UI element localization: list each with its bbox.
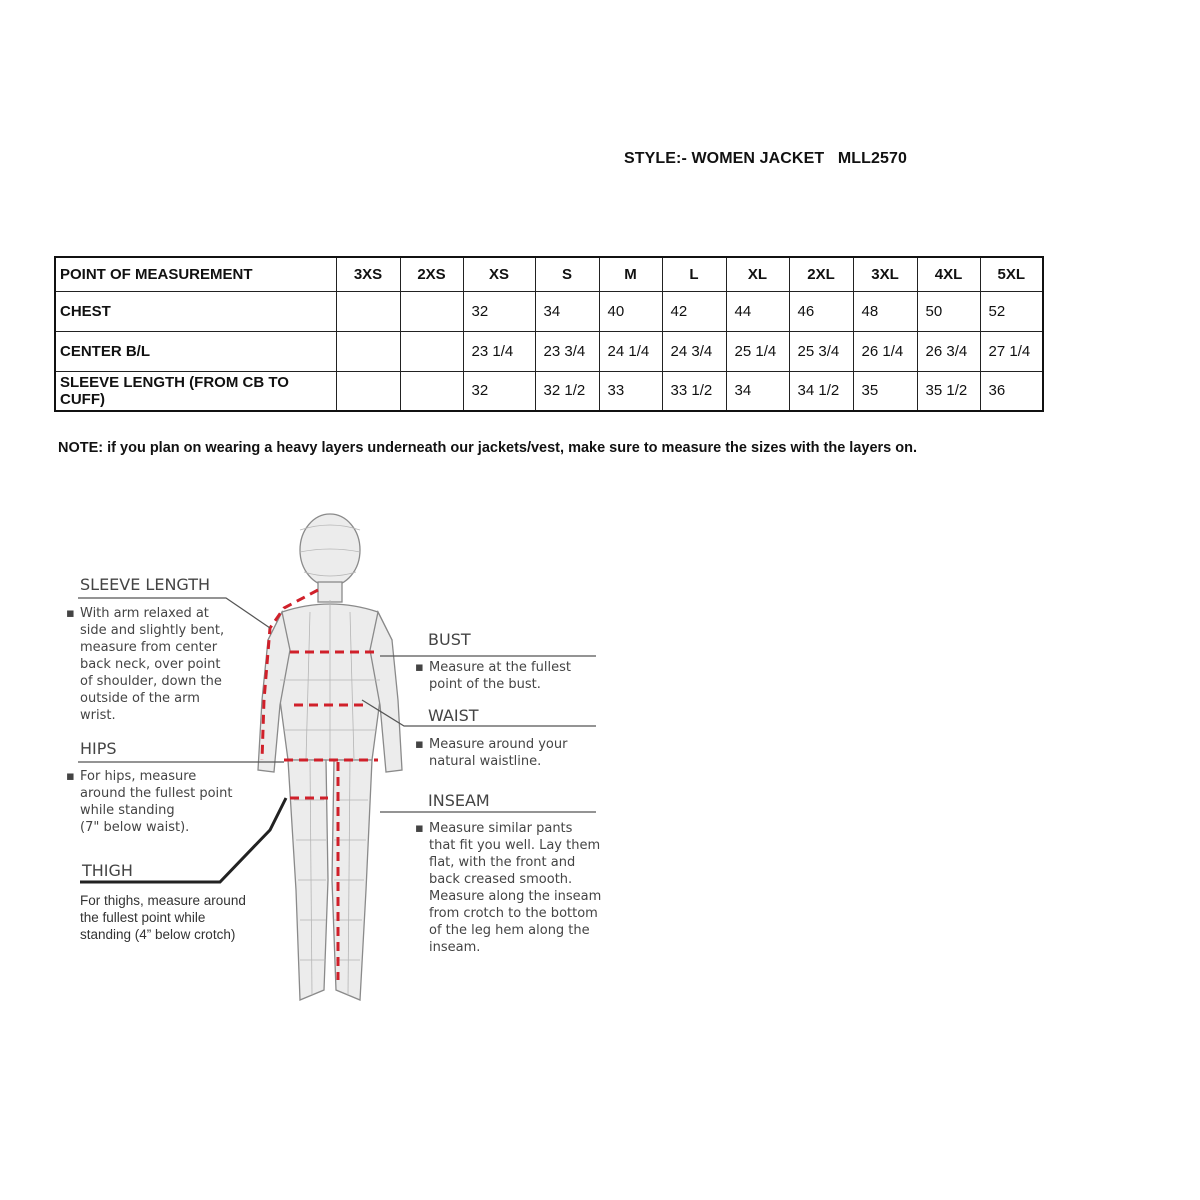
inseam-title: INSEAM [428,791,490,810]
size-chart-table [54,256,1044,412]
table-cell: 32 1/2 [535,371,599,411]
size-header: 2XL [789,257,853,291]
sleeve-line: With arm relaxed at [80,606,209,621]
table-cell [336,371,400,411]
table-cell: 26 1/4 [853,331,917,371]
size-header: 5XL [980,257,1043,291]
table-cell: 36 [980,371,1043,411]
waist-line: Measure around your [429,737,568,752]
table-cell: 26 3/4 [917,331,980,371]
table-cell: 44 [726,291,789,331]
table-cell: 33 [599,371,662,411]
inseam-bullet: ▪ [415,821,424,836]
table-cell: 32 [463,291,535,331]
hips-line: For hips, measure [80,769,197,784]
thigh-title: THIGH [82,861,133,880]
size-header: 3XS [336,257,400,291]
table-cell: 27 1/4 [980,331,1043,371]
row-label: CHEST [55,291,336,331]
thigh-line: the fullest point while [80,910,206,925]
table-cell: 34 [726,371,789,411]
table-row [55,331,1043,371]
table-row [55,371,1043,411]
table-cell: 23 1/4 [463,331,535,371]
hips-line: (7" below waist). [80,820,190,835]
table-cell: 32 [463,371,535,411]
table-cell [336,291,400,331]
bust-line: point of the bust. [429,677,541,692]
waist-title: WAIST [428,706,479,725]
measurement-diagram [0,500,660,1020]
table-cell: 40 [599,291,662,331]
row-label: SLEEVE LENGTH (FROM CB TO CUFF) [55,371,336,411]
table-cell: 33 1/2 [662,371,726,411]
bust-title: BUST [428,630,471,649]
size-header: L [662,257,726,291]
waist-line: natural waistline. [429,754,542,769]
inseam-line: that fit you well. Lay them [429,838,601,853]
inseam-line: of the leg hem along the [429,923,590,938]
table-row [55,291,1043,331]
table-cell: 24 3/4 [662,331,726,371]
table-cell: 35 1/2 [917,371,980,411]
table-cell [336,331,400,371]
inseam-line: flat, with the front and [429,855,576,870]
inseam-line: Measure along the inseam [429,889,602,904]
size-header: 3XL [853,257,917,291]
table-cell: 50 [917,291,980,331]
table-cell: 24 1/4 [599,331,662,371]
sleeve-line: measure from center [80,640,218,655]
sleeve-line: back neck, over point [80,657,221,672]
table-cell: 46 [789,291,853,331]
layering-note: NOTE: if you plan on wearing a heavy layers underneath our jackets/vest, make sure to measure the sizes with the layers on. [58,440,918,456]
sleeve-line: side and slightly bent, [80,623,225,638]
table-cell: 25 1/4 [726,331,789,371]
size-header: 2XS [400,257,463,291]
table-cell [400,331,463,371]
table-cell [400,291,463,331]
inseam-line: back creased smooth. [429,872,573,887]
size-header: XL [726,257,789,291]
table-header-row [55,257,1043,291]
inseam-line: Measure similar pants [429,821,573,836]
thigh-line: For thighs, measure around [80,893,246,908]
table-cell: 48 [853,291,917,331]
table-cell: 35 [853,371,917,411]
size-header: S [535,257,599,291]
table-cell: 34 [535,291,599,331]
waist-bullet: ▪ [415,737,424,752]
sleeve-bullet: ▪ [66,606,75,621]
thigh-line: standing (4” below crotch) [80,927,236,942]
size-header: XS [463,257,535,291]
table-cell: 25 3/4 [789,331,853,371]
row-label: CENTER B/L [55,331,336,371]
sleeve-line: of shoulder, down the [80,674,222,689]
table-cell [400,371,463,411]
size-header: M [599,257,662,291]
sleeve-line: outside of the arm [80,691,200,706]
sleeve-length-title: SLEEVE LENGTH [80,575,211,594]
table-cell: 23 3/4 [535,331,599,371]
header-point-of-measurement: POINT OF MEASUREMENT [55,257,336,291]
sleeve-line: wrist. [80,708,116,723]
inseam-line: inseam. [429,940,481,955]
table-cell: 34 1/2 [789,371,853,411]
inseam-line: from crotch to the bottom [429,906,598,921]
table-cell: 52 [980,291,1043,331]
hips-bullet: ▪ [66,769,75,784]
hips-line: while standing [80,803,175,818]
hips-line: around the fullest point [80,786,233,801]
bust-bullet: ▪ [415,660,424,675]
table-cell: 42 [662,291,726,331]
hips-title: HIPS [80,739,117,758]
size-header: 4XL [917,257,980,291]
bust-line: Measure at the fullest [429,660,571,675]
style-title: STYLE:- WOMEN JACKET MLL2570 [624,150,908,167]
